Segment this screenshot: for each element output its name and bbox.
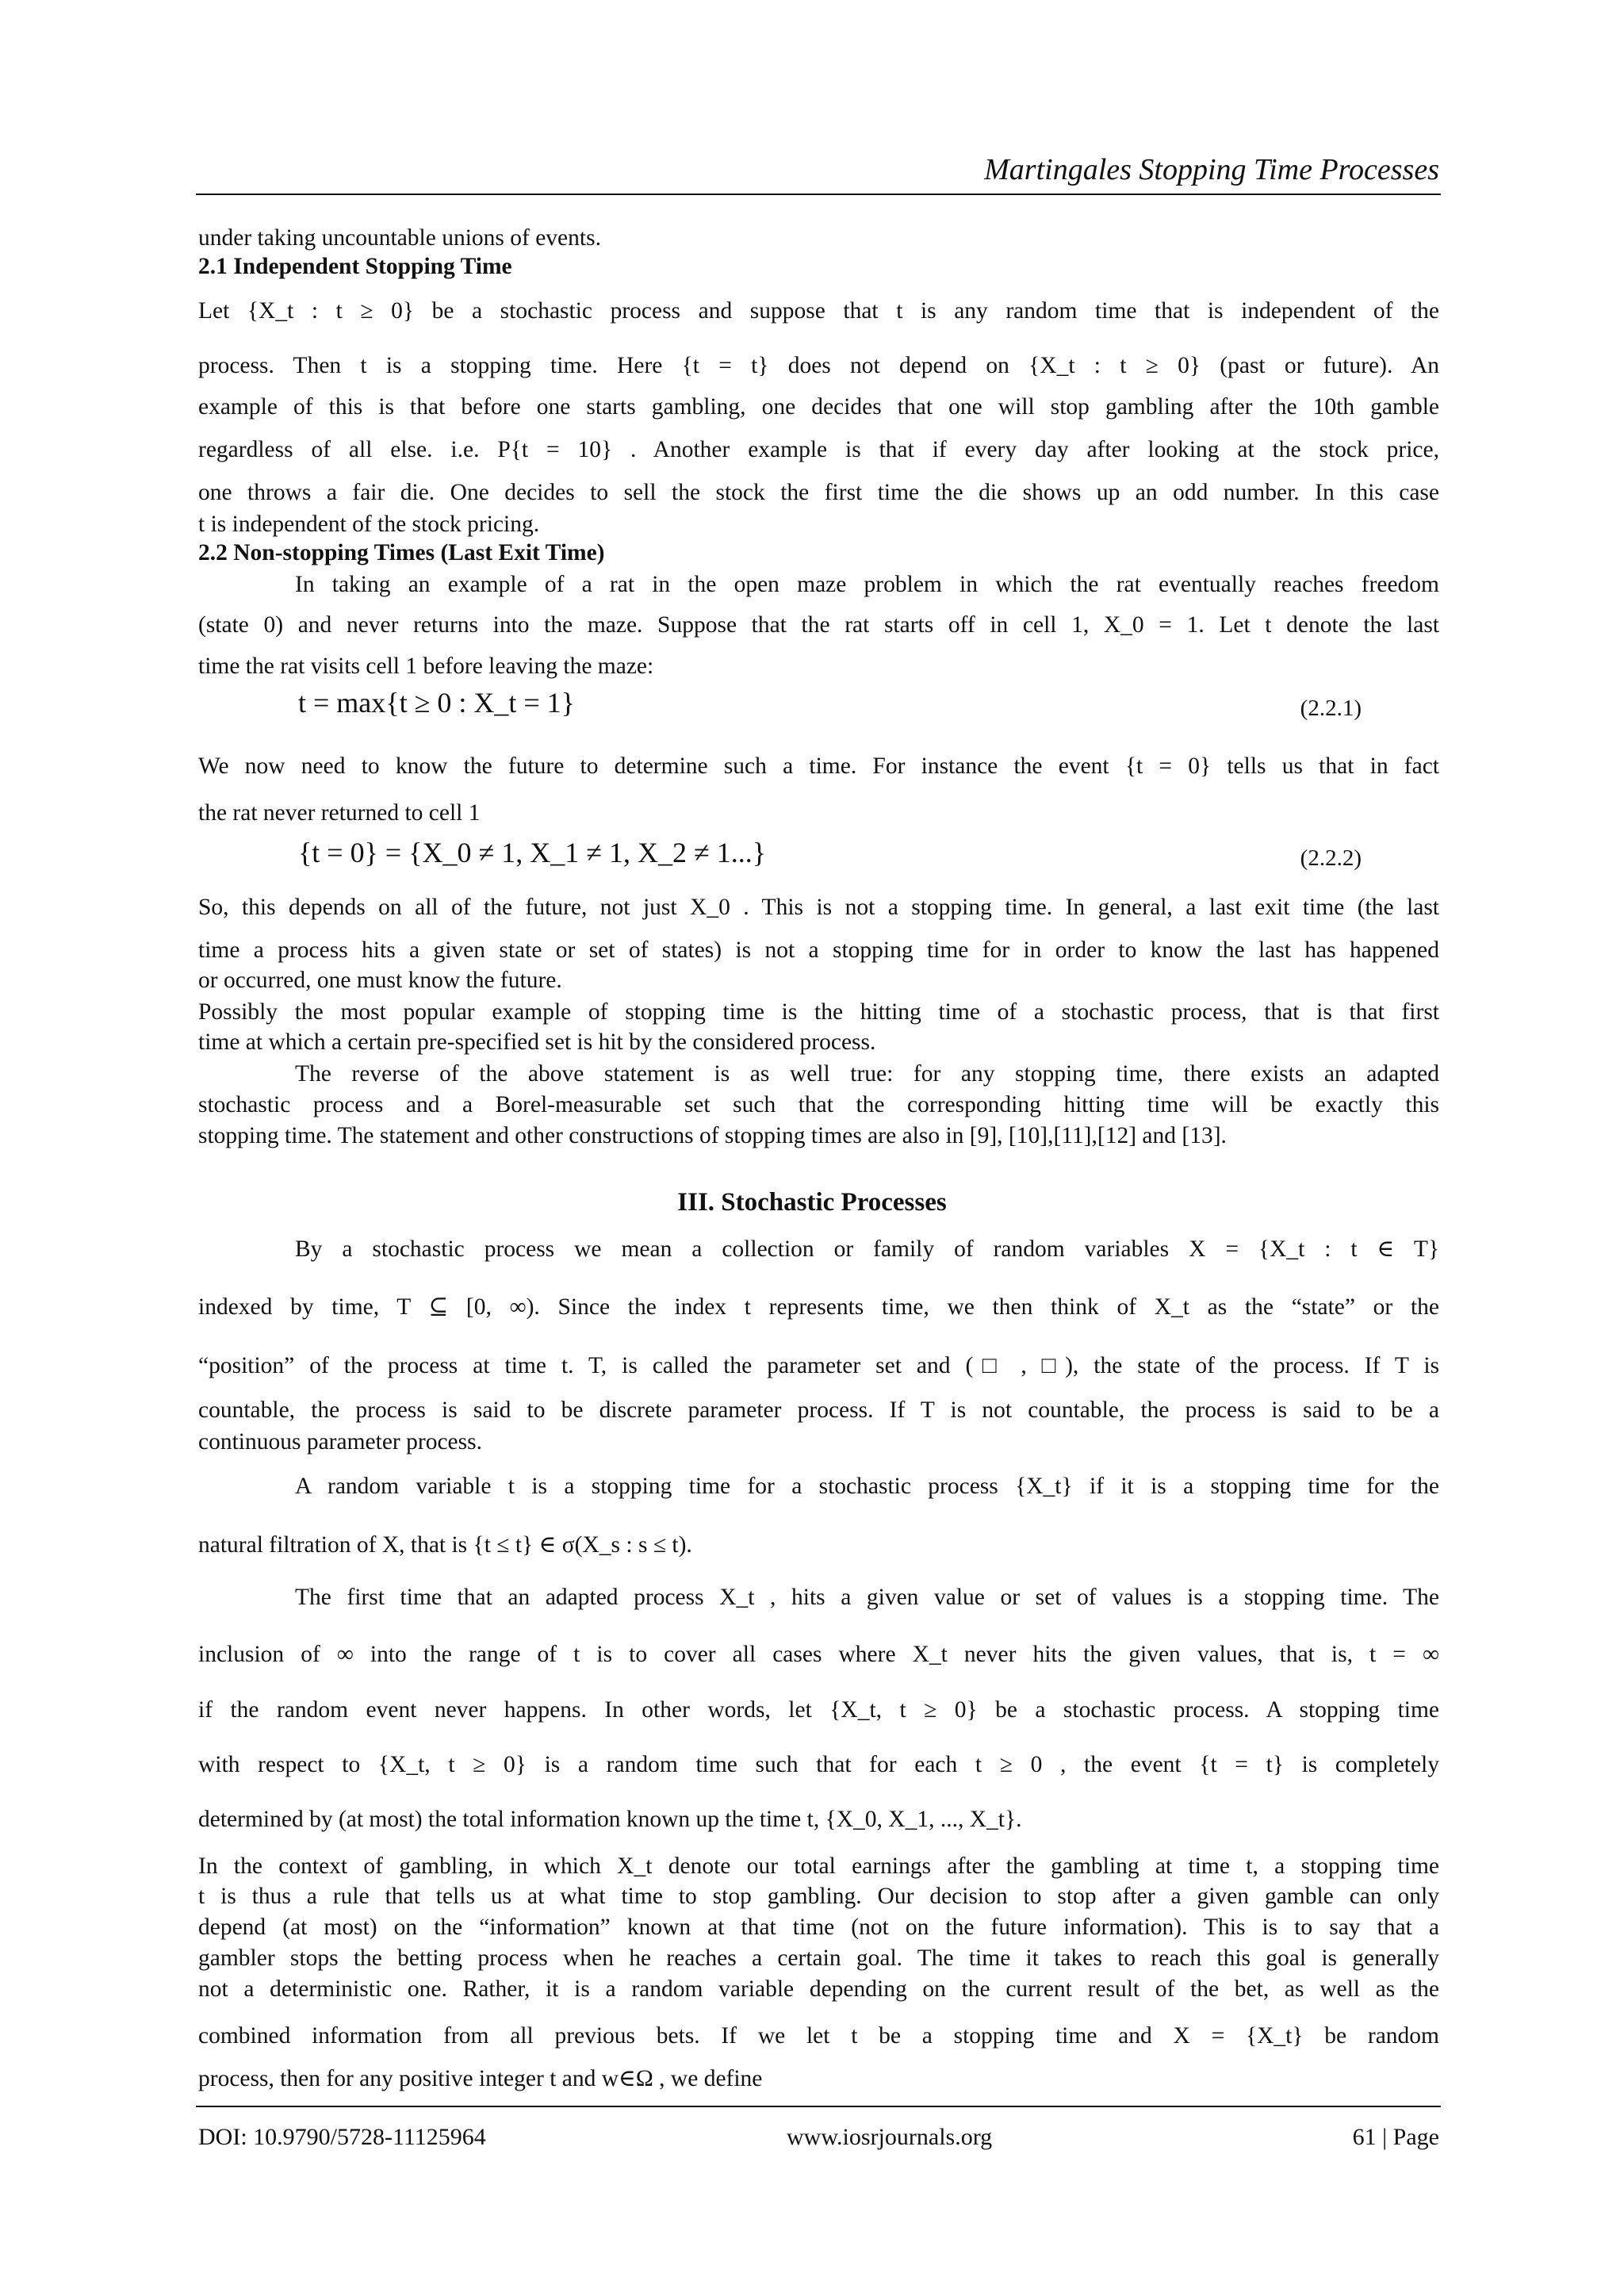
text-line: A random variable t is a stopping time for a stochastic process {X_t} if it is a stopping time for the [295,1474,1439,1499]
text-line: stopping time. The statement and other constructions of stopping times are also in [9], [10],[11],[12] and [13]. [198,1123,1227,1148]
equation-2-2-2: {t = 0} = {X_0 ≠ 1, X_1 ≠ 1, X_2 ≠ 1...} [298,837,766,868]
text-line: the rat never returned to cell 1 [198,800,481,826]
text-line: time at which a certain pre-specified set is hit by the considered process. [198,1029,876,1055]
text-line: time a process hits a given state or set of states) is not a stopping time for in order to know the last has happened [198,937,1439,963]
section-heading: III. Stochastic Processes [677,1188,947,1217]
text-line: under taking uncountable unions of events. [198,225,601,251]
footer-page-number: 61 | Page [1352,2124,1439,2150]
text-line: natural filtration of X, that is {t ≤ t} ∈ σ(X_s : s ≤ t). [198,1532,692,1558]
footer-rule [196,2106,1441,2107]
text-line: countable, the process is said to be discrete parameter process. If T is not countable, the process is said to be a [198,1397,1439,1423]
text-line: (state 0) and never returns into the maze. Suppose that the rat starts off in cell 1, X_0 = 1. Let t denote the last [198,612,1439,638]
equation-number: (2.2.2) [1300,845,1362,871]
running-header: Martingales Stopping Time Processes [984,153,1439,186]
text-line: t is thus a rule that tells us at what time to stop gambling. Our decision to stop after a given gamble can only [198,1884,1439,1909]
text-line: Let {X_t : t ≥ 0} be a stochastic process and suppose that t is any random time that is independent of the [198,298,1439,324]
text-line: The reverse of the above statement is as well true: for any stopping time, there exists an adapted [295,1061,1439,1087]
text-line: continuous parameter process. [198,1429,482,1455]
text-line: Possibly the most popular example of stopping time is the hitting time of a stochastic process, that is that first [198,999,1439,1025]
text-line: indexed by time, T ⊆ [0, ∞). Since the index t represents time, we then think of X_t as the “state” or the [198,1294,1439,1320]
text-line: process. Then t is a stopping time. Here {t = t} does not depend on {X_t : t ≥ 0} (past or future). An [198,353,1439,378]
text-line: determined by (at most) the total information known up the time t, {X_0, X_1, ..., X_t}. [198,1807,1022,1832]
text-line: if the random event never happens. In other words, let {X_t, t ≥ 0} be a stochastic process. A stopping time [198,1697,1439,1723]
text-line: stochastic process and a Borel-measurable set such that the corresponding hitting time will be exactly this [198,1092,1439,1117]
text-line: t is independent of the stock pricing. [198,512,540,537]
text-line: inclusion of ∞ into the range of t is to cover all cases where X_t never hits the given values, that is, t = ∞ [198,1642,1439,1667]
header-rule [196,194,1441,195]
text-line: with respect to {X_t, t ≥ 0} is a random time such that for each t ≥ 0 , the event {t = t} is completely [198,1752,1439,1777]
footer-website: www.iosrjournals.org [787,2124,993,2150]
footer-doi: DOI: 10.9790/5728-11125964 [198,2124,486,2150]
text-line: process, then for any positive integer t and w∈Ω , we define [198,2066,763,2091]
text-line: By a stochastic process we mean a collection or family of random variables X = {X_t : t ∈ T} [295,1236,1439,1262]
text-line: not a deterministic one. Rather, it is a random variable depending on the current result of the bet, as well as the [198,1976,1439,2002]
text-line: depend (at most) on the “information” known at that time (not on the future information). This is to say that a [198,1915,1439,1940]
text-line: or occurred, one must know the future. [198,968,562,993]
subsection-heading: 2.1 Independent Stopping Time [198,254,512,279]
text-line: “position” of the process at time t. T, is called the parameter set and (□ , □), the state of the process. If T is [198,1353,1439,1378]
text-line: In the context of gambling, in which X_t denote our total earnings after the gambling at time t, a stopping time [198,1853,1439,1879]
subsection-heading: 2.2 Non-stopping Times (Last Exit Time) [198,540,605,565]
text-line: We now need to know the future to determine such a time. For instance the event {t = 0} tells us that in fact [198,753,1439,779]
text-line: The first time that an adapted process X_t , hits a given value or set of values is a stopping time. The [295,1585,1439,1610]
equation-number: (2.2.1) [1300,696,1362,721]
equation-2-2-1: t = max{t ≥ 0 : X_t = 1} [298,687,575,719]
text-line: one throws a fair die. One decides to sell the stock the first time the die shows up an odd number. In this case [198,480,1439,505]
text-line: gambler stops the betting process when he reaches a certain goal. The time it takes to reach this goal is generally [198,1945,1439,1971]
text-line: So, this depends on all of the future, not just X_0 . This is not a stopping time. In general, a last exit time (the last [198,895,1439,920]
text-line: combined information from all previous bets. If we let t be a stopping time and X = {X_t} be random [198,2023,1439,2049]
text-line: time the rat visits cell 1 before leaving the maze: [198,654,654,679]
text-line: example of this is that before one starts gambling, one decides that one will stop gambling after the 10th gamble [198,394,1439,420]
text-line: In taking an example of a rat in the open maze problem in which the rat eventually reaches freedom [295,572,1439,597]
text-line: regardless of all else. i.e. P{t = 10} . Another example is that if every day after looking at the stock price, [198,437,1439,462]
